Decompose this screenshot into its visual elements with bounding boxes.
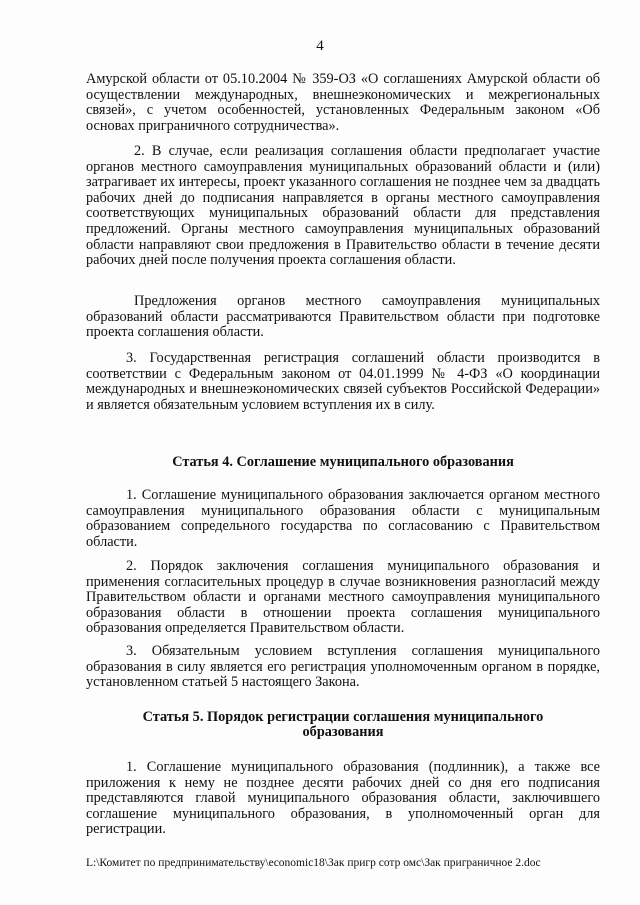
footer-file-path: L:\Комитет по предпринимательству\economic18\Зак пригр сотр омс\Зак приграничное 2.doc — [86, 857, 541, 869]
paragraph-proposals: Предложения органов местного самоуправления муниципальных образований области рассматриваются Правительством области при подготовке проекта соглашения области. — [86, 293, 600, 341]
article-4-item-3: 3. Обязательным условием вступления соглашения муниципального образования в силу является его регистрация уполномоченным органом в порядке, установленном статьей 5 настоящего Закона. — [86, 643, 600, 691]
article-5-heading-line1: Статья 5. Порядок регистрации соглашения муниципального — [142, 709, 544, 725]
paragraph-item-3: 3. Государственная регистрация соглашений области производится в соответствии с Федеральным законом от 04.01.1999 № 4-ФЗ «О координации международных и внешнеэкономических связей субъектов Российской Федерации» и является обязательным условием вступления их в силу. — [86, 350, 600, 413]
paragraph-item-2: 2. В случае, если реализация соглашения области предполагает участие органов местного самоуправления муниципальных образований области и (или) затрагивает их интересы, проект указанного соглашения не позднее чем за двадцать рабочих дней до подписания направляется в органы местного самоуправления соответствующих муниципальных образований области для представления предложений. Органы местного самоуправления муниципальных образований области направляют свои предложения в Правительство области в течение десяти рабочих дней после получения проекта соглашения области. — [86, 143, 600, 269]
article-5-heading-line2: образования — [302, 724, 384, 740]
article-4-heading: Статья 4. Соглашение муниципального образования — [172, 454, 514, 470]
page-number: 4 — [316, 38, 324, 54]
article-4-item-1: 1. Соглашение муниципального образования заключается органом местного самоуправления муниципального образования области с муниципальным образованием сопредельного государства по согласованию с Правительством области. — [86, 487, 600, 550]
article-4-item-2: 2. Порядок заключения соглашения муниципального образования и применения согласительных процедур в случае возникновения разногласий между Правительством области и органами местного самоуправления муниципального образования области в отношении проекта соглашения муниципального образования определяется Правительством области. — [86, 558, 600, 637]
article-5-item-1: 1. Соглашение муниципального образования (подлинник), а также все приложения к нему не позднее десяти рабочих дней со дня его подписания представляются главой муниципального образования области, заключившего соглашение муниципального образования, в уполномоченный орган для регистрации. — [86, 759, 600, 838]
paragraph-intro: Амурской области от 05.10.2004 № 359-ОЗ «О соглашениях Амурской области об осуществлении международных, внешнеэкономических и межрегиональных связей», с учетом особенностей, установленных Федеральным законом «Об основах приграничного сотрудничества». — [86, 71, 600, 134]
